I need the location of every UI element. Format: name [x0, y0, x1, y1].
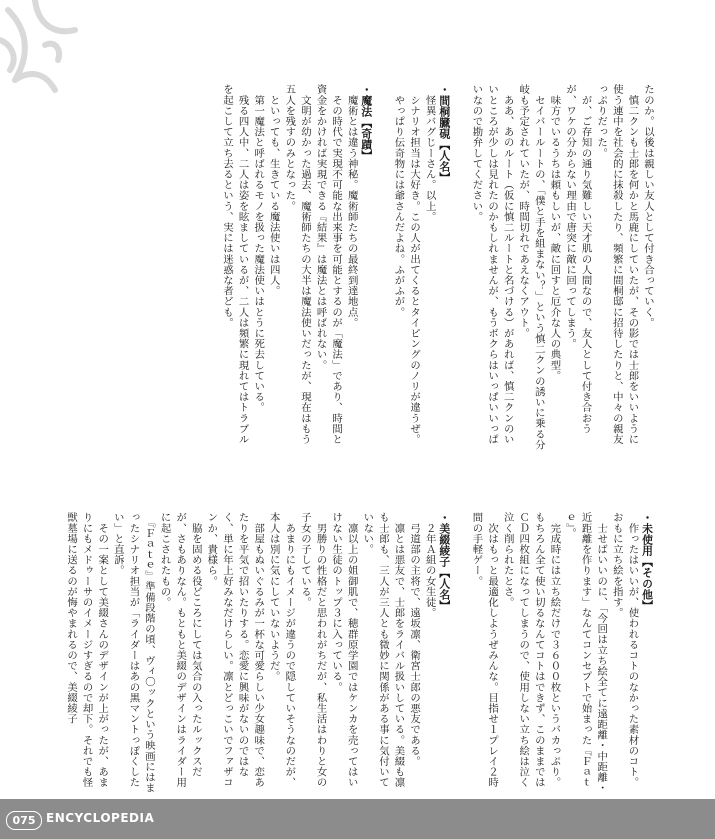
entry-paragraph: ２年Ａ組の女生徒。: [423, 512, 436, 618]
entry-paragraph: 味方でいるうちは頼もしいが、敵に回すと厄介な人の典型。: [548, 84, 561, 381]
entry-paragraph: 士せばいいのに、「今回は立ち絵全てに遠距離・中距離・近距離を作ります」なんてコンセプトで始まった『Ｆａｔｅ』。: [564, 512, 608, 793]
entry-paragraph: 男勝りの性格だと思われがちだが、私生活はわりと女の子女の子している。: [298, 512, 327, 788]
entry-paragraph: 残る四人中、二人は姿を眩ましているが、二人は頻繁に現れてはトラブルを起こして立ち去るという、実には迷惑な者ども。: [220, 84, 249, 445]
entry-paragraph: あまりにもイメージが違うので隠していそうなのだが、本人は別に気にしていないようだ。: [267, 512, 296, 788]
entry-paragraph: 凛以上の姐御肌で、穂群原学園ではケンカを売ってはいけない生徒のトップ３に入っている。: [330, 512, 358, 788]
entry-paragraph: シナリオ担当は大好き。この人が出てくるとタイピングのノリが違うぜ。: [408, 84, 421, 445]
entry-paragraph: 凛とは悪友で、士郎をライバル扱いしている。美綴も凛も士郎も、三人が三人とも微妙に関係がある事に気付いていない。: [361, 512, 405, 788]
entry-paragraph: 作ったはいいが、使われるコトのなかった素材のコト。おもに立ち絵を指す。: [610, 512, 639, 788]
entry-paragraph: 第一魔法と呼ばれるモノを扱った魔法使いはとうに死去している。: [252, 84, 265, 413]
entry-paragraph: 慎二クンも士郎を何かと馬鹿にしていたが、その影では士郎をいいように使う連中を社会的に抹殺したり、頻繁に間桐邸に招待したりと、中々の親友っぷりだった。: [595, 84, 639, 445]
entry-paragraph: 部屋もぬいぐるみが一杯な可愛らしい少女趣味で、恋あたりを平気で招いたりする。恋愛に興味がないのではなく、単に年上好みなだけらしい。凛とどっこいでファザコンか、貴様ら。: [205, 512, 265, 788]
section-title: ENCYCLOPEDIA: [46, 811, 155, 825]
page-footer: [0, 799, 715, 839]
entry-heading: ・未使用【その他】: [641, 512, 654, 611]
entry-paragraph: といっても、生きている魔法使いは四人。: [267, 84, 280, 296]
entry-paragraph: その時代で実現不可能な出来事を可能とするのが「魔法」であり、時間と資金をかければ実現できる『結果』は魔法とは呼ばれない。: [314, 84, 343, 445]
entry-paragraph: たのか。以後は親しい友人として付き合っていく。: [642, 84, 654, 328]
spacer: [452, 84, 468, 454]
entry-paragraph: ああ、あのルート（仮に慎二ルートと名づける）があれば、慎二クンのいいところが少しは見れたのかもしれませんが、もうボクらはいっぱいいっぱいなので勘弁してください。: [470, 84, 514, 445]
article-upper-block: [55, 84, 655, 454]
entry-paragraph: 脇を固める役どころにしては気合の入ったルックスだが、さもありなん。もともと美綴のデザインはライダー用に起こされたもの。: [158, 512, 202, 788]
entry-paragraph: 弓道部の主将で、遠坂凛、衛宮士郎の悪友である。: [408, 512, 421, 767]
entry-heading: ・美綴綾子【人名】: [438, 512, 452, 611]
entry-paragraph: 完成時には立ち絵だけで３６００枚というバカっぷり。もちろん全て使い切るなんてコトはできず、このままではＣＤ四枚組になってしまうので、使用しない立ち絵は泣く泣く削られたとさ。: [501, 512, 561, 788]
entry-paragraph: やっぱり伝奇物には爺さんだよね。ふがふが。: [392, 84, 405, 318]
page-number: 075: [6, 811, 42, 830]
entry-paragraph: セイバールートの、「僕と手を組まない？」という慎二クンの誘いに乗る分岐も予定されていたが、時間切れであえなくアウト。: [517, 84, 545, 450]
spacer: [452, 512, 468, 797]
entry-paragraph: 次はもっと最適化しようぜみんな。目指せ１プレイ２時間の手軽ゲー。: [470, 512, 499, 788]
entry-paragraph: 文明が幼かった過去、魔術師たちの大半は魔法使いだったが、現在はもう五人を残すのみとなった。: [283, 84, 311, 445]
entry-heading: ・魔法【奇蹟】: [360, 84, 374, 161]
entry-heading: ・間桐臓硯【人名】: [438, 84, 452, 183]
article-lower-block: [65, 512, 655, 797]
spacer: [374, 84, 390, 454]
entry-paragraph: が、ご存知の通り気難しい天才肌の人間なので、友人として付き合おうが、ワケの分からない理由で唐突に敵に回ってしまう。: [564, 84, 592, 434]
entry-paragraph: 怪異バグじーさん。以上。: [423, 84, 436, 222]
entry-paragraph: 『Ｆａｔｅ』準備段階の頃、ヴィ〇ックという映画にはまったシナリオ担当が「ライダーはあの黒マントっぽくしたい」と直訴。: [111, 512, 155, 793]
entry-paragraph: 魔術とは違う神秘。魔術師たちの最終到達地点。: [345, 84, 358, 328]
entry-paragraph: その一案として美綴さんのデザインが上がったが、あまりにもメドゥーサのイメージすぎるので却下。それでも怪獣墓場に送るのが悔やまれるので、美綴綾子: [65, 512, 109, 788]
